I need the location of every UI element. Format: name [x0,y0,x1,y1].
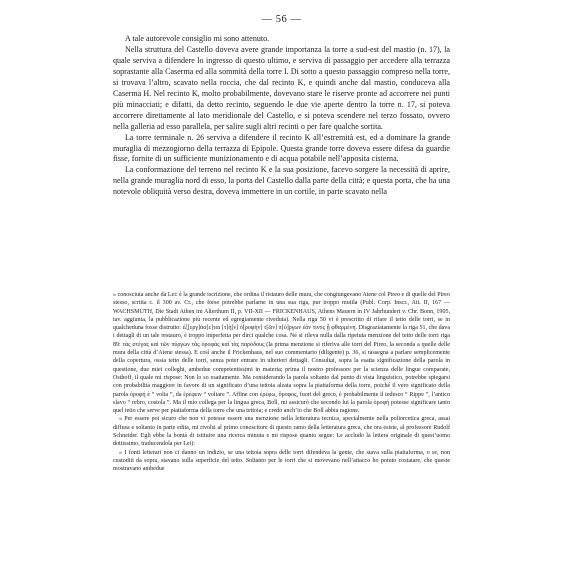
footnotes [113,291,450,474]
footnote-paragraph: » conosciuta anche da Lei: è la grande iscrizione, che ordina il ristauro delle mura, che congiungevano Atene col Pireo e di quelle del Pireo stesso, scritta c. il 300 av. Cr., che forse potrebbe parlarne in una sua riga, pur troppo mutila (Publ. Corp. Inscr., Att. II, 167 — WACHSMUTH, Die Stadt Athen im Alterthum II, p. VII-XII — FRICKENHAUS, Athens Mauern in IV Jahrhundert v. Chr. Bonn, 1905, tav. aggiunta, la pubblicazione più recente ed egregiamente riveduta). Nella riga 50 vi è prescritto di rifare il tetto delle torri, se in qualcheduna fosse distrutto: ἐξ[εργ]άσ[ε]ται [τ]ὴ[ν] ὀ[ροφὴν] τ[ῶν] π[ύ]ργων ἐάν τινος ᾖ φθαρμένη. Disgraziatamente la riga 51, che dava i dettagli di un tale restauro, è troppo imperfetta per dirci qualche cosa. Né si rileva nulla dalla ripetuta menzione del tetto delle torri riga 89: τὰς στέγας καὶ τῶν πύργων τὰς ὀροφὰς καὶ τὰς παρόδους (la prima menzione si riferiva alle torri del Pireo, la seconda a quelle delle mura della città d’Atene stessa). E così anche il Frickenhaus, nel suo commentario (diligente) p. 36, si rassegna a parlare semplicemente della copertura, ossia tetto delle torri, senza poter entrare in ulteriori dettagli. Consultai, sopra la esatta significazione della parola in questione, due miei colleghi, ambedue competentissimi in materia; prima il nostro professore per la scienza delle lingue comparate, Osthoff, il quale mi rispose: Non lo so esattamente. Ma considerando la parola soltanto dal punto di vista linguistico, potrebbe spiegarsi con probabilità maggiore in favore di un significato d’una tettoia alzata sopra la piattaforma della torre, poiché il vero significato della parola ὀροφή è “ volta ”, da ἐρέφειν “ voltare ”. Affine con ἐρέφω, ὄροφος, fuori del greco, è probabilmente il tedesco “ Rippe ”, l’antico slavo “ rebro, costola ”. Ma il mio collega per la lingua greca, Boll, mi assicurò che secondo lui la parola ὀροφή potesse significare tanto quel tetto che serve per piattaforma della torre che una tettoia; e credo anch’io che Boll abbia ragione. [113,292,450,415]
page-number: — 56 — [261,14,302,25]
footnote-paragraph: » I fonti letterari non ci danno un indizio, se una tettoia sopra delle torri difendeva la gente, che stava sulla piattaforma, o se, non custoditi da sopra, stavano sulla superficie del tetto. Soltanto per le torri che si movevano nell’attacco ho potuto costatare, che queste mostravano ambedue [113,449,450,473]
main-paragraph: A tale autorevole consiglio mi sono attenuto. [125,34,270,43]
main-paragraph: La torre terminale n. 26 serviva a difendere il recinto K all’estremità est, ed a dominare la grande muraglia di mezzogiorno della terrazza di Epipole. Questa grande torre doveva essere difesa da guardie fisse, fornite di un sufficiente munizionamento e di acqua potabile nell’apposita cisterna. [113,132,450,164]
footnote-paragraph: « Per essere poi sicuro che non vi potesse essere una menzione nella letteratura tecnica, specialmente nella poliorcetica greca, assai diffusa e soltanto in parte edita, mi rivolsi al primo conoscitore di questo ramo della letteratura greca, che ora esiste, al professore Rudolf Schneider. Egli ebbe la bontà di istituire una ricerca minuta e mi rispose quanto segue: Le accludo la lettera originale di quest’uomo dottissimo, traducendola per Lei): [113,416,450,448]
main-text [113,34,450,198]
main-paragraph: La conformazione del terreno nel recinto K e la sua posizione, facevo sorgere la necessità di aprire, nella grande muraglia nord di esso, la porta del Castello dalla parte della città; e questa porta, che ha una notevole obliquità verso destra, doveva immettere in un cortile, in parte scavato nella [113,165,450,197]
main-paragraph: Nella struttura del Castello doveva avere grande importanza la torre a sud-est del mastio (n. 17), la quale serviva a difendere lo ingresso di questo ultimo, e serviva di passaggio per accedere alla terrazza soprastante alla Caserma ed alla sommità della torre I. Di sotto a questo passaggio compreso nella torre, si trovava l’altro, scavato nella roccia, che dal recinto K, e quindi anche dal mastio, conduceva alla Caserma H. Nel recinto K, molto probabilmente, dovevano stare le riserve pronte ad accorrere nei punti più minacciati; e difatti, da detto recinto, seguendo le due vie aperte dentro la torre n. 17, si poteva accorrere direttamente al lato meridionale del Castello, e si poteva scendere nel terzo fossato, ovvero nella galleria ad esso parallela, per salire sugli altri recinti o per fare qualche sortita. [113,44,450,131]
